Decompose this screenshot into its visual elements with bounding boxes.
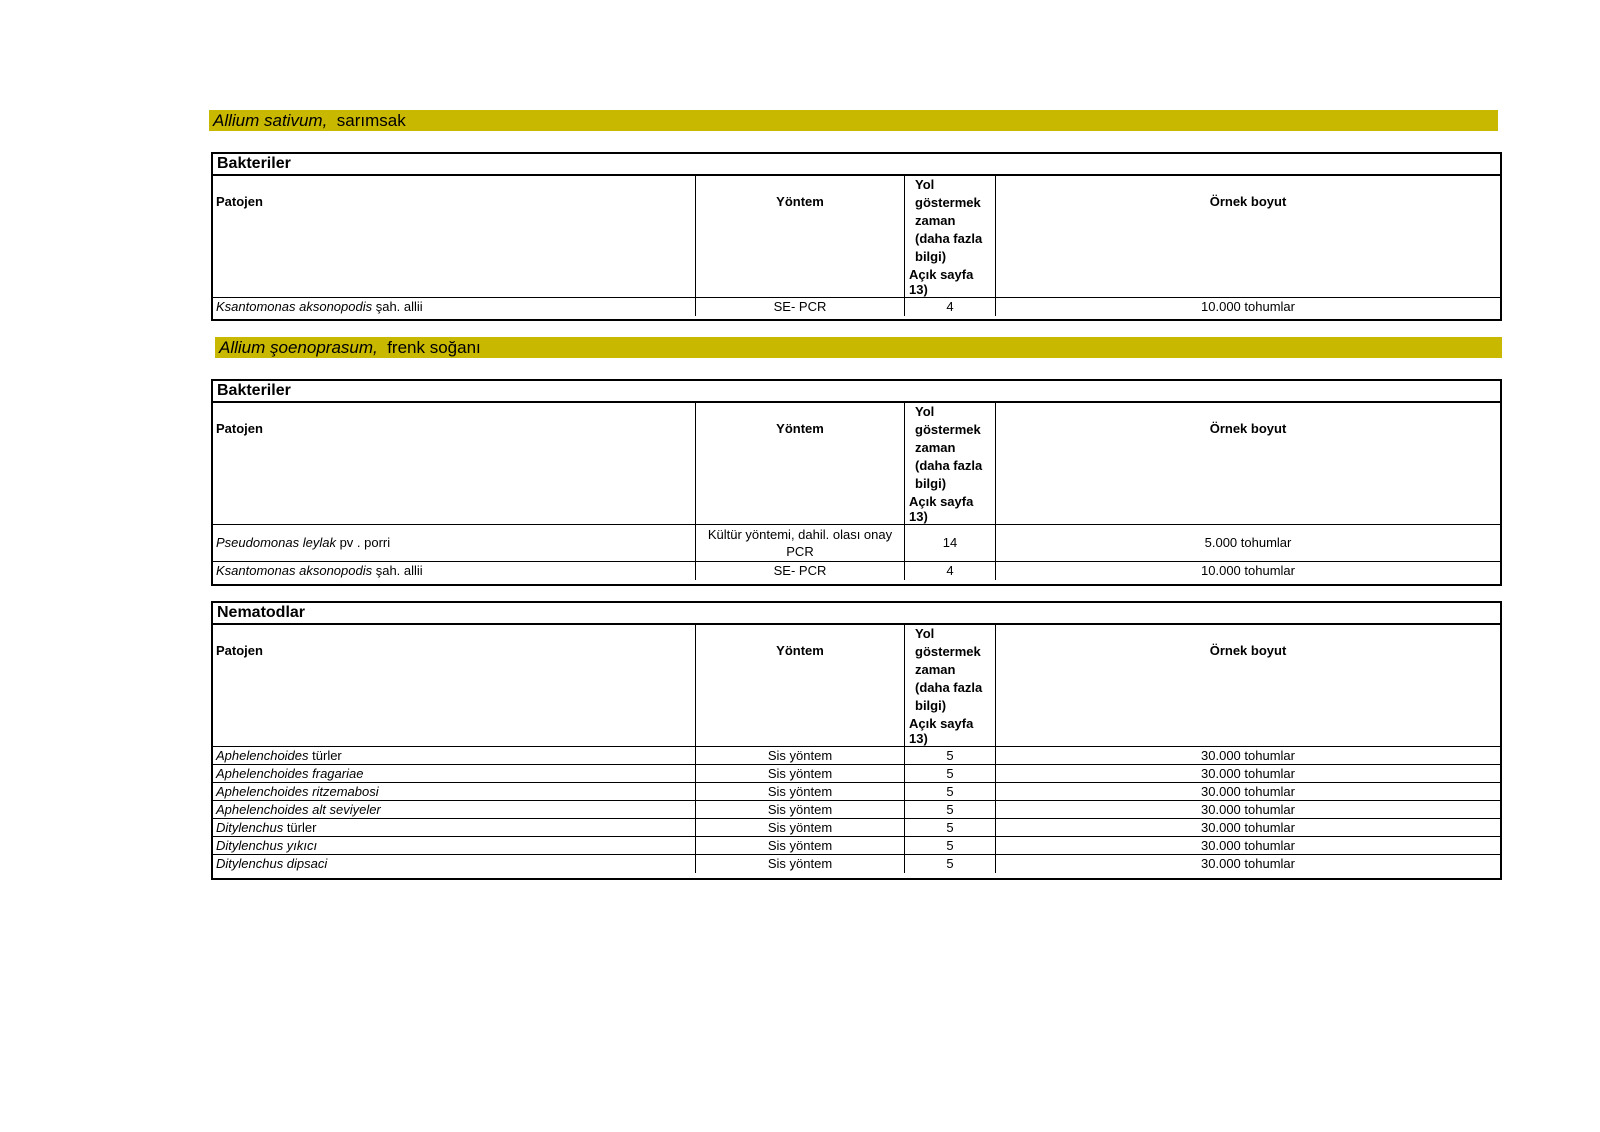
table-row-lead-time: 5: [905, 783, 996, 801]
table-row-pathogen: Aphelenchoides alt seviyeler: [213, 801, 696, 819]
table-row-pathogen: Ditylenchus yıkıcı: [213, 837, 696, 855]
table-row-sample: 30.000 tohumlar: [996, 801, 1500, 819]
table-title: Bakteriler: [213, 381, 1500, 403]
header-lead-time: Yol göstermek zaman (daha fazla bilgi) Açık sayfa 13): [905, 176, 996, 298]
table-row-lead-time: 4: [905, 298, 996, 316]
table-row-method: Sis yöntem: [696, 819, 905, 837]
table-row-method: Sis yöntem: [696, 747, 905, 765]
table-row-method: Sis yöntem: [696, 837, 905, 855]
table-row-sample: 30.000 tohumlar: [996, 765, 1500, 783]
header-lead-time: Yol göstermek zaman (daha fazla bilgi) Açık sayfa 13): [905, 625, 996, 747]
table-row-method: Sis yöntem: [696, 765, 905, 783]
header-method: Yöntem: [696, 625, 905, 747]
table-row-method: Kültür yöntemi, dahil. olası onay PCR: [696, 525, 905, 562]
table-row-pathogen: Ditylenchus dipsaci: [213, 855, 696, 873]
header-method: Yöntem: [696, 176, 905, 298]
table-row-pathogen: Ditylenchus türler: [213, 819, 696, 837]
table-row-lead-time: 5: [905, 819, 996, 837]
table-row-sample: 10.000 tohumlar: [1201, 299, 1295, 314]
table-row-pathogen: Pseudomonas leylak pv . porri: [213, 525, 696, 562]
table-row-method: Sis yöntem: [696, 855, 905, 873]
species-latin-name: Allium şoenoprasum,: [219, 338, 378, 357]
table-row-sample: 30.000 tohumlar: [996, 783, 1500, 801]
table-row-lead-time: 5: [905, 837, 996, 855]
header-pathogen: Patojen: [213, 403, 696, 525]
table-row-sample: 30.000 tohumlar: [996, 837, 1500, 855]
table-row-lead-time: 14: [905, 525, 996, 562]
species-band-allium-sativum: [209, 110, 1498, 131]
table-row-method: Sis yöntem: [696, 783, 905, 801]
table-row-pathogen: Aphelenchoides ritzemabosi: [213, 783, 696, 801]
header-pathogen: Patojen: [213, 625, 696, 747]
table-row-lead-time: 5: [905, 747, 996, 765]
species-common-name: frenk soğanı: [387, 338, 481, 357]
header-lead-time: Yol göstermek zaman (daha fazla bilgi) Açık sayfa 13): [905, 403, 996, 525]
table-row-sample: 10.000 tohumlar: [1201, 563, 1295, 578]
table-title: Bakteriler: [213, 154, 1500, 176]
header-sample-size: Örnek boyut: [996, 403, 1500, 525]
table-row-lead-time: 5: [905, 801, 996, 819]
table-row-sample: 30.000 tohumlar: [996, 819, 1500, 837]
table-row-pathogen: Aphelenchoides türler: [213, 747, 696, 765]
table-row-method: Sis yöntem: [696, 801, 905, 819]
header-method: Yöntem: [696, 403, 905, 525]
table-row-method: SE- PCR: [696, 298, 905, 316]
table-row-sample: 5.000 tohumlar: [996, 525, 1500, 562]
species-common-name: sarımsak: [336, 111, 406, 130]
table-nematodes-schoenoprasum: [211, 601, 1502, 880]
table-bacteria-sativum: [211, 152, 1502, 321]
species-latin-name: Allium sativum,: [213, 111, 328, 130]
header-pathogen: Patojen: [213, 176, 696, 298]
table-row-pathogen: Ksantomonas aksonopodis şah. allii: [213, 298, 696, 316]
table-title: Nematodlar: [213, 603, 1500, 625]
table-bacteria-schoenoprasum: [211, 379, 1502, 586]
table-row-pathogen: Ksantomonas aksonopodis şah. allii: [213, 562, 696, 580]
header-sample-size: Örnek boyut: [996, 176, 1500, 298]
table-row-pathogen: Aphelenchoides fragariae: [213, 765, 696, 783]
table-row-lead-time: 5: [905, 855, 996, 873]
table-row-sample: 30.000 tohumlar: [996, 747, 1500, 765]
header-sample-size: Örnek boyut: [996, 625, 1500, 747]
table-row-method: SE- PCR: [696, 562, 905, 580]
table-row-sample: 30.000 tohumlar: [1201, 856, 1295, 871]
table-row-lead-time: 4: [905, 562, 996, 580]
table-row-lead-time: 5: [905, 765, 996, 783]
species-band-allium-schoenoprasum: [215, 337, 1502, 358]
